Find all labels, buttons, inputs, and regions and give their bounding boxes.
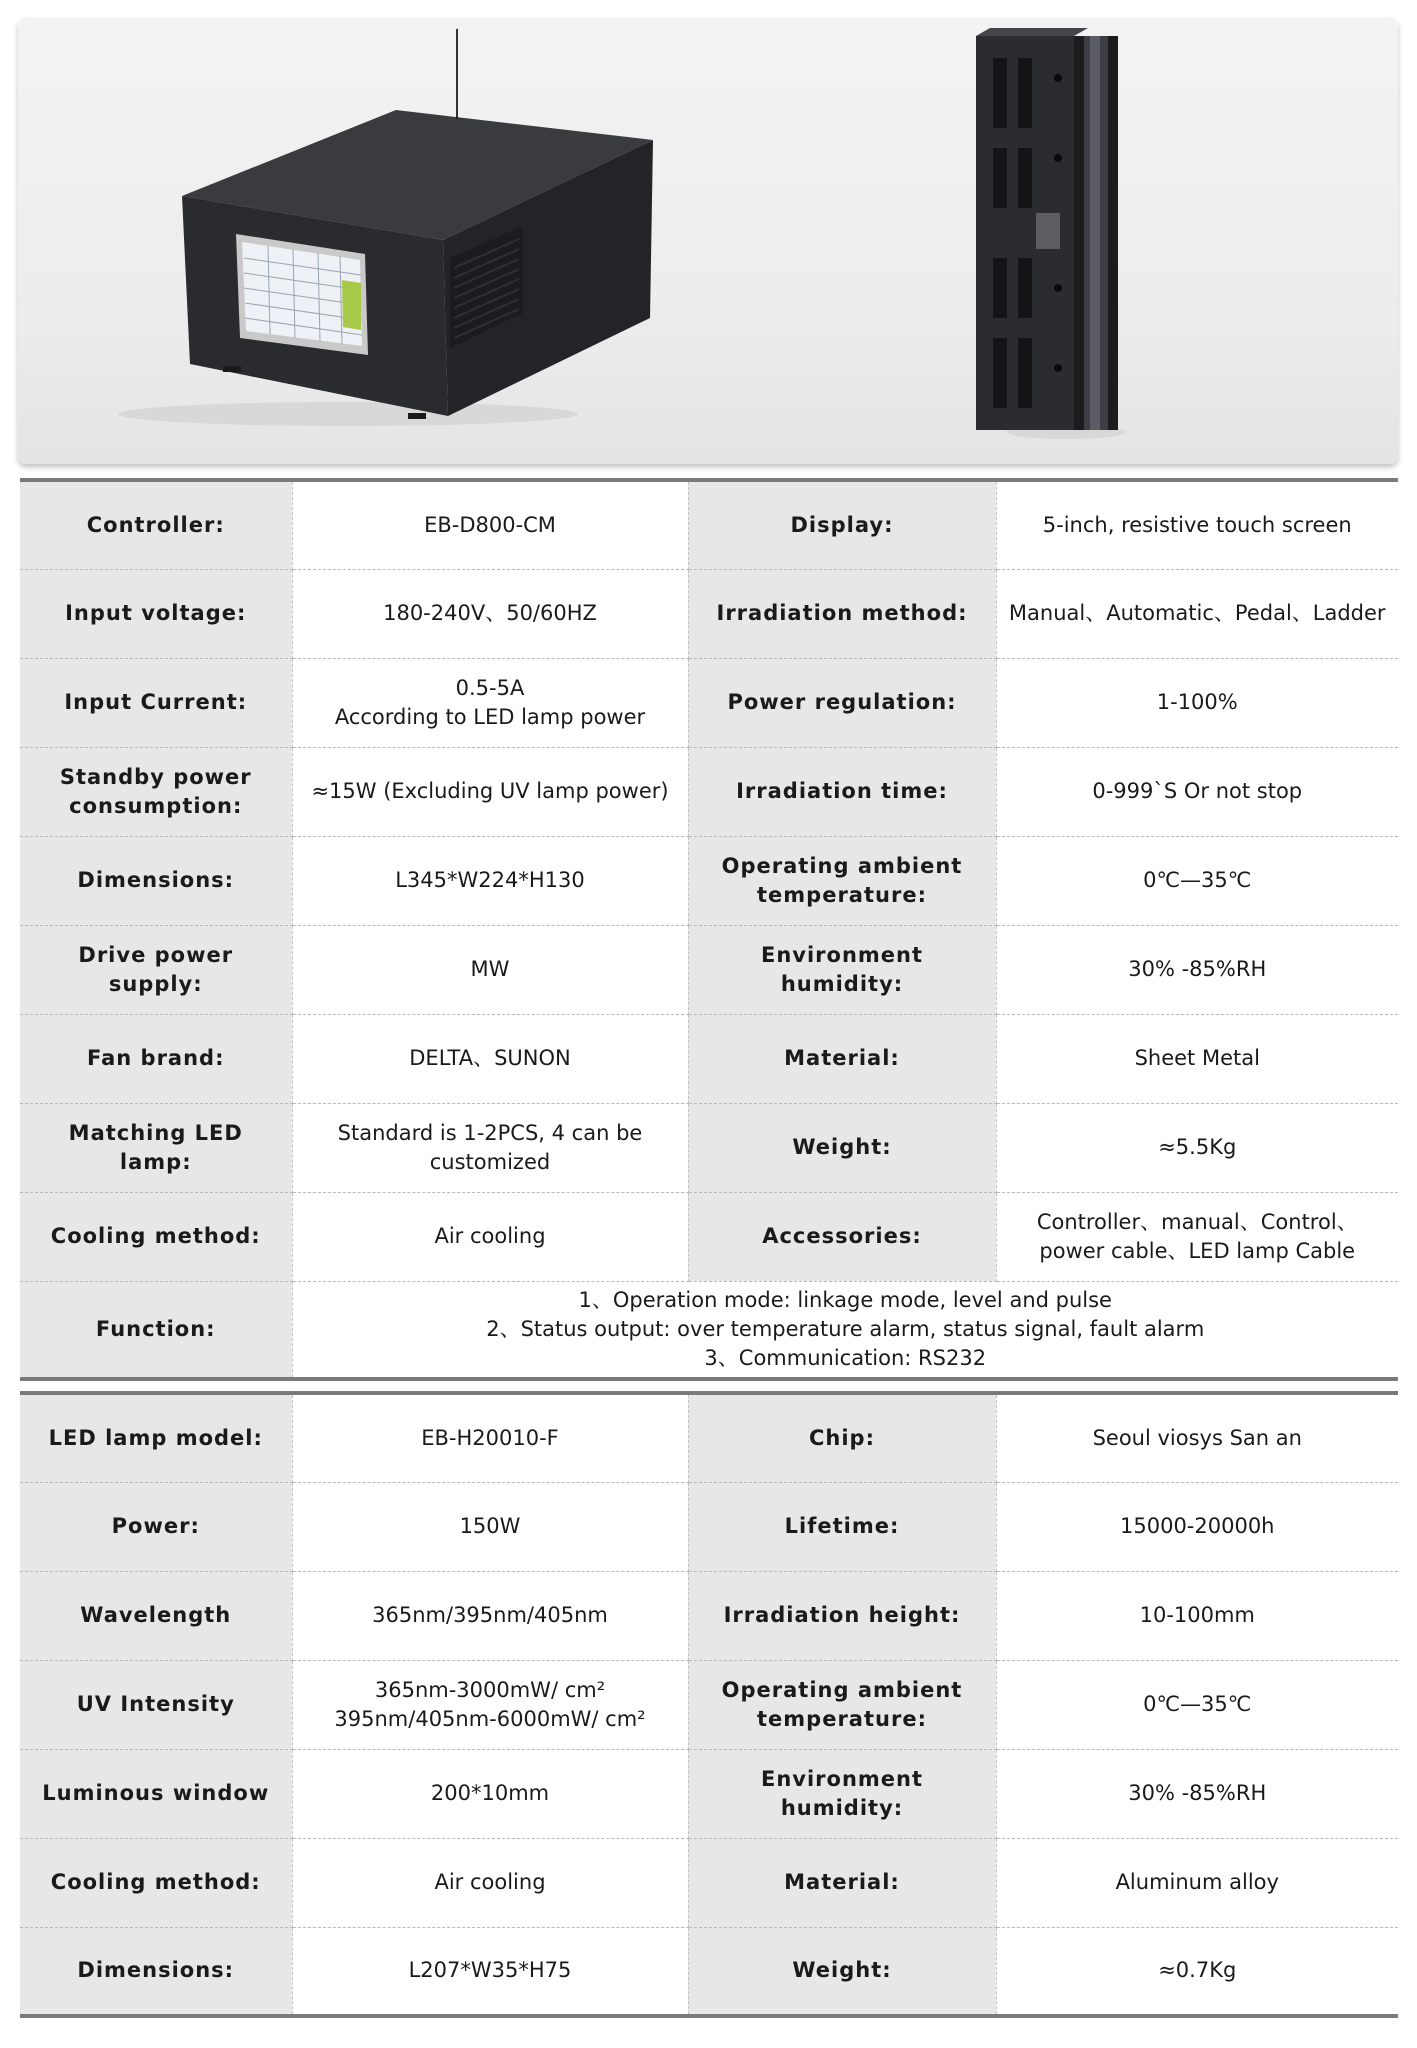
spec-label: Environment humidity: [688, 925, 996, 1014]
spec-value: ≈15W (Excluding UV lamp power) [292, 747, 688, 836]
table-row [20, 925, 1398, 1014]
table-row [20, 1660, 1398, 1749]
spec-value: 1-100% [996, 658, 1398, 747]
spec-value: 0-999`S Or not stop [996, 747, 1398, 836]
spec-label: Operating ambient temperature: [688, 836, 996, 925]
table-row [20, 1927, 1398, 2016]
table-row [20, 836, 1398, 925]
product-illustration [18, 18, 1398, 464]
spec-label: Accessories: [688, 1192, 996, 1281]
spec-value: 10-100mm [996, 1571, 1398, 1660]
spec-label: Luminous window [20, 1749, 292, 1838]
table-row [20, 1014, 1398, 1103]
table-row [20, 747, 1398, 836]
spec-label: Irradiation method: [688, 569, 996, 658]
spec-label: Matching LED lamp: [20, 1103, 292, 1192]
spec-value: 200*10mm [292, 1749, 688, 1838]
controller-spec-table [20, 478, 1398, 1381]
spec-value: MW [292, 925, 688, 1014]
table-row [20, 1103, 1398, 1192]
spec-value: ≈5.5Kg [996, 1103, 1398, 1192]
function-label: Function: [20, 1281, 292, 1379]
spec-value: Air cooling [292, 1838, 688, 1927]
spec-value: 5-inch, resistive touch screen [996, 480, 1398, 569]
spec-label: Environment humidity: [688, 1749, 996, 1838]
spec-label: Dimensions: [20, 836, 292, 925]
spec-label: Cooling method: [20, 1192, 292, 1281]
spec-label: Display: [688, 480, 996, 569]
spec-label: Material: [688, 1014, 996, 1103]
spec-label: Operating ambient temperature: [688, 1660, 996, 1749]
spec-value: 365nm/395nm/405nm [292, 1571, 688, 1660]
spec-value: ≈0.7Kg [996, 1927, 1398, 2016]
spec-value: 0℃—35℃ [996, 1660, 1398, 1749]
table-row [20, 1838, 1398, 1927]
spec-label: UV Intensity [20, 1660, 292, 1749]
table-row [20, 1393, 1398, 1482]
lamp-spec-body [20, 1393, 1398, 2016]
function-line: 3、Communication: RS232 [704, 1345, 987, 1370]
spec-label: Weight: [688, 1103, 996, 1192]
led-lamp-spec-table [20, 1391, 1398, 2018]
spec-value: EB-D800-CM [292, 480, 688, 569]
spec-label: Input voltage: [20, 569, 292, 658]
spec-label: Material: [688, 1838, 996, 1927]
spec-value: 15000-20000h [996, 1482, 1398, 1571]
controller-spec-body [20, 480, 1398, 1379]
spec-label: Cooling method: [20, 1838, 292, 1927]
spec-label: Chip: [688, 1393, 996, 1482]
spec-label: Weight: [688, 1927, 996, 2016]
table-row [20, 1571, 1398, 1660]
spec-value: 150W [292, 1482, 688, 1571]
spec-label: Dimensions: [20, 1927, 292, 2016]
table-row [20, 1749, 1398, 1838]
spec-value: Aluminum alloy [996, 1838, 1398, 1927]
spec-value: 30% -85%RH [996, 1749, 1398, 1838]
table-row [20, 1192, 1398, 1281]
function-line: 2、Status output: over temperature alarm, status signal, fault alarm [486, 1316, 1205, 1341]
function-line: 1、Operation mode: linkage mode, level and pulse [578, 1287, 1112, 1312]
spec-label: Input Current: [20, 658, 292, 747]
spec-label: Drive power supply: [20, 925, 292, 1014]
table-row [20, 480, 1398, 569]
spec-label: Irradiation height: [688, 1571, 996, 1660]
spec-value: EB-H20010-F [292, 1393, 688, 1482]
spec-label: Standby power consumption: [20, 747, 292, 836]
spec-label: Power: [20, 1482, 292, 1571]
spec-value: L345*W224*H130 [292, 836, 688, 925]
spec-value: Sheet Metal [996, 1014, 1398, 1103]
spec-value: Seoul viosys San an [996, 1393, 1398, 1482]
spec-label: Wavelength [20, 1571, 292, 1660]
spec-label: Lifetime: [688, 1482, 996, 1571]
spec-label: Power regulation: [688, 658, 996, 747]
function-list [292, 1281, 1398, 1379]
spec-value: DELTA、SUNON [292, 1014, 688, 1103]
table-row [20, 1281, 1398, 1379]
spec-value: 0.5-5A According to LED lamp power [292, 658, 688, 747]
table-row [20, 569, 1398, 658]
spec-label: Fan brand: [20, 1014, 292, 1103]
spec-value: Manual、Automatic、Pedal、Ladder [996, 569, 1398, 658]
spec-value: L207*W35*H75 [292, 1927, 688, 2016]
spec-value: Standard is 1-2PCS, 4 can be customized [292, 1103, 688, 1192]
spec-value: 30% -85%RH [996, 925, 1398, 1014]
spec-label: Controller: [20, 480, 292, 569]
table-row [20, 658, 1398, 747]
spec-label: LED lamp model: [20, 1393, 292, 1482]
lamp-connector [1036, 213, 1060, 249]
spec-value: 180-240V、50/60HZ [292, 569, 688, 658]
spec-label: Irradiation time: [688, 747, 996, 836]
spec-value: Controller、manual、Control、power cable、LED lamp Cable [996, 1192, 1398, 1281]
product-photo-panel [18, 18, 1398, 464]
spec-value: 365nm-3000mW/ cm² 395nm/405nm-6000mW/ cm² [292, 1660, 688, 1749]
spec-value: Air cooling [292, 1192, 688, 1281]
table-row [20, 1482, 1398, 1571]
spec-value: 0℃—35℃ [996, 836, 1398, 925]
